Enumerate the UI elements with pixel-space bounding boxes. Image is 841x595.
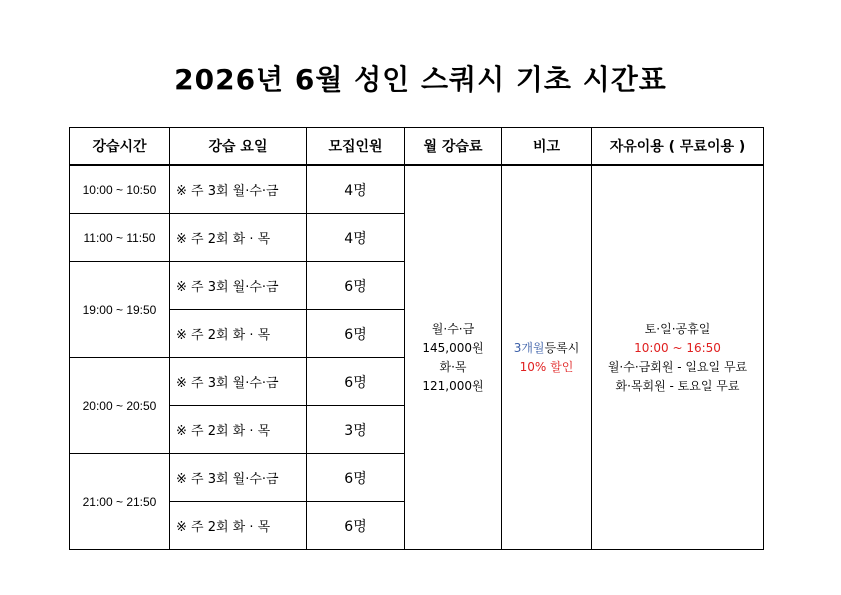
free-use-days: 토·일·공휴일 xyxy=(644,321,711,336)
schedule-table xyxy=(69,127,764,550)
days-cell: ※ 주 3회 월·수·금 xyxy=(170,358,307,406)
count-cell: 4명 xyxy=(307,214,405,262)
fee-line: 화·목 xyxy=(439,359,467,374)
days-cell: ※ 주 2회 화 · 목 xyxy=(170,214,307,262)
count-cell: 6명 xyxy=(307,502,405,550)
header-fee: 월 강습료 xyxy=(405,128,502,166)
fee-line: 월·수·금 xyxy=(431,321,475,336)
free-use-line: 월·수·금회원 - 일요일 무료 xyxy=(607,359,748,374)
time-cell: 11:00 ~ 11:50 xyxy=(70,214,170,262)
days-cell: ※ 주 3회 월·수·금 xyxy=(170,165,307,214)
time-cell: 20:00 ~ 20:50 xyxy=(70,358,170,454)
header-count: 모집인원 xyxy=(307,128,405,166)
header-days: 강습 요일 xyxy=(170,128,307,166)
header-note: 비고 xyxy=(502,128,592,166)
days-cell: ※ 주 2회 화 · 목 xyxy=(170,502,307,550)
page-title: 2026년 6월 성인 스쿼시 기초 시간표 xyxy=(174,63,667,96)
days-cell: ※ 주 3회 월·수·금 xyxy=(170,262,307,310)
count-cell: 6명 xyxy=(307,262,405,310)
count-cell: 3명 xyxy=(307,406,405,454)
days-cell: ※ 주 2회 화 · 목 xyxy=(170,310,307,358)
time-cell: 21:00 ~ 21:50 xyxy=(70,454,170,550)
days-cell: ※ 주 3회 월·수·금 xyxy=(170,454,307,502)
free-use-cell xyxy=(592,165,764,550)
note-period: 3개월 xyxy=(513,340,545,355)
fee-line: 121,000원 xyxy=(422,378,484,393)
note-discount: 10% 할인 xyxy=(519,359,574,374)
count-cell: 6명 xyxy=(307,358,405,406)
free-use-line: 화·목회원 - 토요일 무료 xyxy=(615,378,740,393)
table-row xyxy=(70,165,764,214)
note-register: 등록시 xyxy=(544,340,580,355)
count-cell: 6명 xyxy=(307,454,405,502)
count-cell: 4명 xyxy=(307,165,405,214)
time-cell: 19:00 ~ 19:50 xyxy=(70,262,170,358)
time-cell: 10:00 ~ 10:50 xyxy=(70,165,170,214)
header-time: 강습시간 xyxy=(70,128,170,166)
fee-line: 145,000원 xyxy=(422,340,484,355)
free-use-hours: 10:00 ~ 16:50 xyxy=(634,340,721,355)
note-cell xyxy=(502,165,592,550)
fee-cell xyxy=(405,165,502,550)
header-free-use: 자유이용 ( 무료이용 ) xyxy=(592,128,764,166)
count-cell: 6명 xyxy=(307,310,405,358)
days-cell: ※ 주 2회 화 · 목 xyxy=(170,406,307,454)
